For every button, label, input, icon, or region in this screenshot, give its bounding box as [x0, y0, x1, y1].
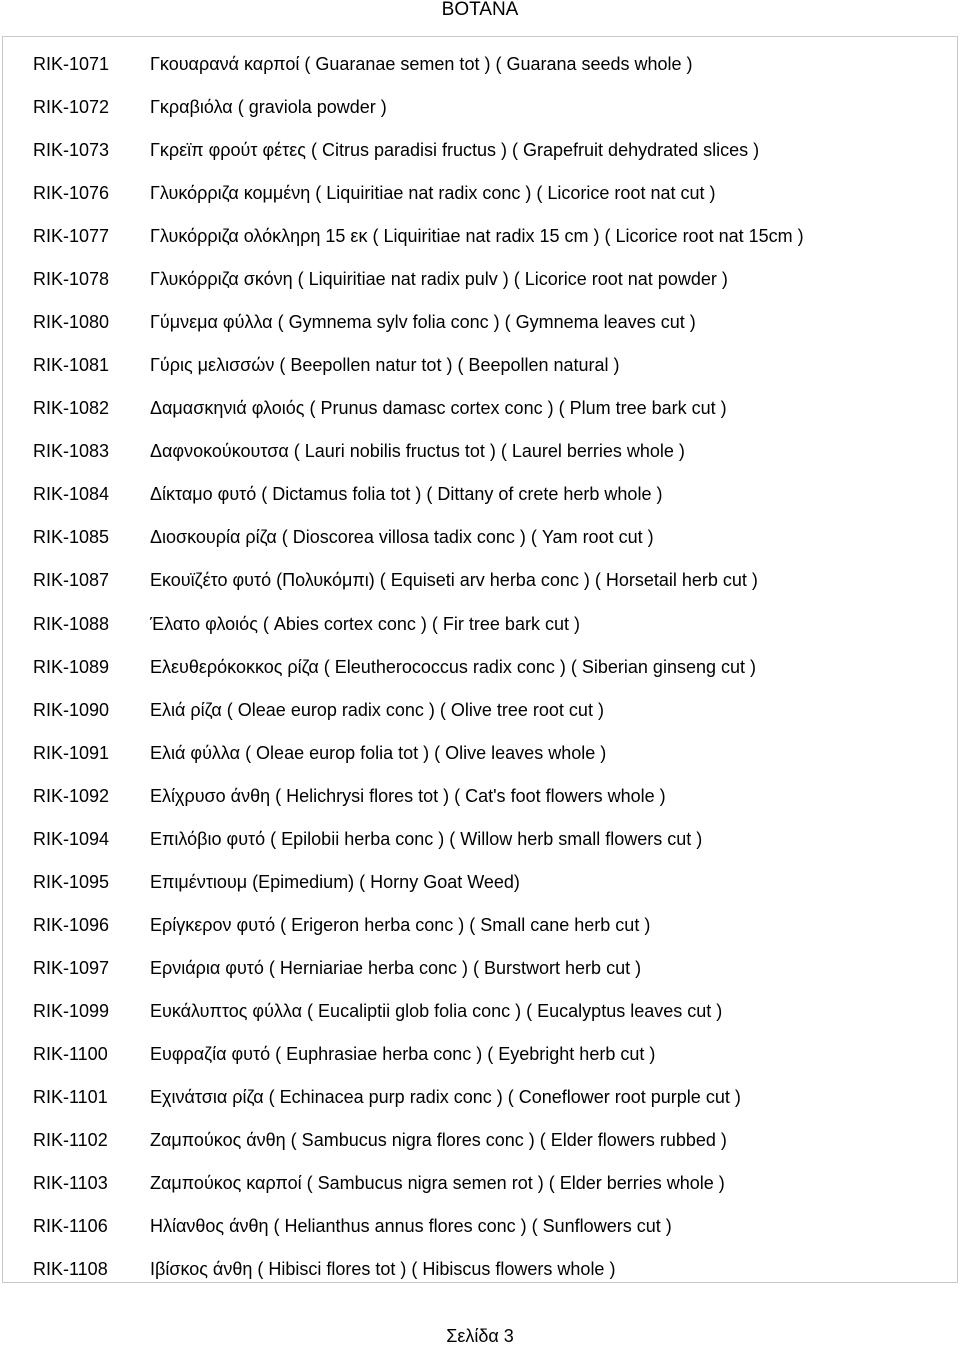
product-description: Γύρις μελισσών ( Beepollen natur tot ) ( Beepollen natural ) — [150, 355, 620, 376]
table-row — [3, 303, 957, 346]
product-code: RIK-1071 — [33, 54, 110, 74]
product-description: Γλυκόρριζα ολόκληρη 15 εκ ( Liquiritiae nat radix 15 cm ) ( Licorice root nat 15cm ) — [150, 226, 804, 247]
table-row — [3, 389, 957, 432]
product-code: RIK-1097 — [33, 957, 110, 978]
product-code: RIK-1084 — [33, 484, 110, 505]
table-row — [3, 432, 957, 475]
table-row — [3, 863, 957, 906]
table-row — [3, 561, 957, 604]
product-code: RIK-1080 — [33, 312, 110, 333]
product-description: Ερνιάρια φυτό ( Herniariae herba conc ) ( Burstwort herb cut ) — [150, 957, 642, 978]
table-row — [3, 1250, 957, 1293]
product-description: Ευκάλυπτος φύλλα ( Eucaliptii glob folia conc ) ( Eucalyptus leaves cut ) — [150, 1000, 723, 1021]
product-code: RIK-1106 — [33, 1216, 108, 1237]
product-code: RIK-1083 — [33, 441, 110, 462]
product-code: RIK-1076 — [33, 183, 110, 204]
table-row — [3, 1078, 957, 1121]
table-row — [3, 906, 957, 949]
table-row — [3, 217, 957, 260]
product-description: Γλυκόρριζα κομμένη ( Liquiritiae nat radix conc ) ( Licorice root nat cut ) — [150, 183, 716, 204]
product-code: RIK-1072 — [33, 97, 110, 118]
product-code: RIK-1102 — [33, 1130, 108, 1150]
product-description: Ελίχρυσο άνθη ( Helichrysi flores tot ) ( Cat's foot flowers whole ) — [150, 785, 666, 806]
table-row — [3, 820, 957, 863]
product-code: RIK-1085 — [33, 527, 110, 548]
page-title: BOTANA — [441, 0, 519, 20]
product-code: RIK-1087 — [33, 570, 110, 591]
product-description: Έλατο φλοιός ( Abies cortex conc ) ( Fir tree bark cut ) — [150, 613, 580, 634]
table-row — [3, 260, 957, 303]
table-row — [3, 131, 957, 174]
product-code: RIK-1101 — [33, 1086, 108, 1107]
product-code: RIK-1077 — [33, 226, 110, 247]
product-description: Γλυκόρριζα σκόνη ( Liquiritiae nat radix pulv ) ( Licorice root nat powder ) — [150, 269, 728, 290]
product-code: RIK-1099 — [33, 1000, 110, 1021]
product-code: RIK-1090 — [33, 699, 110, 720]
product-description: Ελιά ρίζα ( Oleae europ radix conc ) ( Olive tree root cut ) — [150, 699, 604, 720]
table-row — [3, 1164, 957, 1207]
product-code: RIK-1082 — [33, 398, 110, 419]
table-row — [3, 992, 957, 1035]
product-description: Δίκταμο φυτό ( Dictamus folia tot ) ( Dittany of crete herb whole ) — [150, 484, 663, 505]
table-row — [3, 174, 957, 217]
product-code: RIK-1108 — [33, 1259, 108, 1280]
product-description: Επιλόβιο φυτό ( Epilobii herba conc ) ( Willow herb small flowers cut ) — [150, 828, 703, 849]
table-row — [3, 949, 957, 992]
product-code: RIK-1092 — [33, 785, 110, 806]
product-description: Εκουϊζέτο φυτό (Πολυκόμπι) ( Equiseti arv herba conc ) ( Horsetail herb cut ) — [150, 570, 758, 591]
product-description: Ελιά φύλλα ( Oleae europ folia tot ) ( Olive leaves whole ) — [150, 742, 607, 763]
product-description: Γκραβιόλα ( graviola powder ) — [150, 97, 387, 118]
table-row — [3, 45, 957, 88]
product-code: RIK-1100 — [33, 1043, 108, 1064]
product-description: Ηλίανθος άνθη ( Helianthus annus flores conc ) ( Sunflowers cut ) — [150, 1216, 672, 1237]
table-row — [3, 1207, 957, 1250]
product-code: RIK-1091 — [33, 742, 110, 763]
table-row — [3, 734, 957, 777]
table-row — [3, 777, 957, 820]
product-code: RIK-1078 — [33, 269, 110, 290]
product-description: Εχινάτσια ρίζα ( Echinacea purp radix conc ) ( Coneflower root purple cut ) — [150, 1086, 741, 1107]
product-description: Διοσκουρία ρίζα ( Dioscorea villosa tadix conc ) ( Yam root cut ) — [150, 527, 654, 548]
product-code: RIK-1089 — [33, 656, 110, 677]
table-row — [3, 1121, 957, 1164]
product-description: Γκουαρανά καρποί ( Guaranae semen tot ) ( Guarana seeds whole ) — [150, 54, 693, 74]
product-code: RIK-1073 — [33, 140, 110, 161]
page-number: Σελίδα 3 — [446, 1326, 514, 1346]
product-code: RIK-1088 — [33, 613, 110, 634]
product-code: RIK-1094 — [33, 828, 110, 849]
table-row — [3, 475, 957, 518]
product-description: Γύμνεμα φύλλα ( Gymnema sylv folia conc ) ( Gymnema leaves cut ) — [150, 312, 696, 333]
product-code: RIK-1103 — [33, 1173, 108, 1194]
product-table — [2, 36, 958, 1283]
product-description: Δαφνοκούκουτσα ( Lauri nobilis fructus tot ) ( Laurel berries whole ) — [150, 441, 685, 462]
product-description: Ερίγκερον φυτό ( Erigeron herba conc ) ( Small cane herb cut ) — [150, 914, 651, 935]
product-code: RIK-1095 — [33, 871, 110, 892]
table-row — [3, 88, 957, 131]
table-row — [3, 605, 957, 648]
product-code: RIK-1096 — [33, 914, 110, 935]
product-description: Ευφραζία φυτό ( Euphrasiae herba conc ) ( Eyebright herb cut ) — [150, 1043, 656, 1064]
product-description: Ζαμπούκος άνθη ( Sambucus nigra flores conc ) ( Elder flowers rubbed ) — [150, 1130, 727, 1150]
product-description: Ελευθερόκοκκος ρίζα ( Eleutherococcus radix conc ) ( Siberian ginseng cut ) — [150, 656, 756, 677]
product-description: Ιβίσκος άνθη ( Hibisci flores tot ) ( Hibiscus flowers whole ) — [150, 1259, 616, 1280]
table-row — [3, 1035, 957, 1078]
product-description: Δαμασκηνιά φλοιός ( Prunus damasc cortex conc ) ( Plum tree bark cut ) — [150, 398, 727, 419]
table-row — [3, 648, 957, 691]
table-row — [3, 518, 957, 561]
product-description: Γκρεϊπ φρούτ φέτες ( Citrus paradisi fructus ) ( Grapefruit dehydrated slices ) — [150, 140, 760, 161]
product-code: RIK-1081 — [33, 355, 110, 376]
table-row — [3, 691, 957, 734]
table-row — [3, 346, 957, 389]
product-description: Επιμέντιουμ (Epimedium) ( Horny Goat Weed) — [150, 871, 520, 892]
product-description: Ζαμπούκος καρποί ( Sambucus nigra semen rot ) ( Elder berries whole ) — [150, 1173, 725, 1194]
